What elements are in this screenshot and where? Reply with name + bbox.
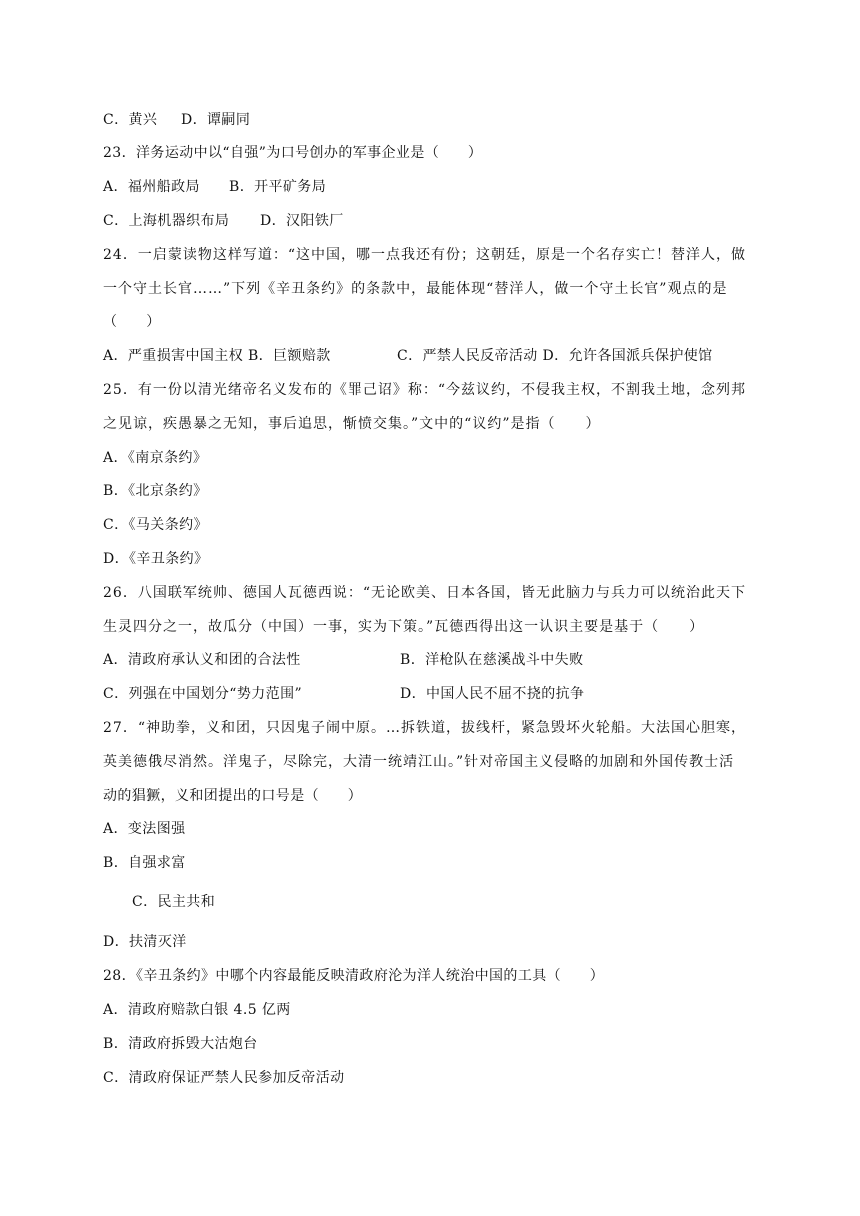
question-27-line-3: 动的猖獗，义和团提出的口号是（ ） xyxy=(103,788,363,804)
option-c: C．黄兴 xyxy=(103,112,158,128)
option-d: D．谭嗣同 xyxy=(181,112,251,128)
option-a: A．《南京条约》 xyxy=(103,450,208,466)
option-b: B．洋枪队在慈溪战斗中失败 xyxy=(400,652,584,668)
question-23: 23．洋务运动中以“自强”为口号创办的军事企业是（ ） xyxy=(103,145,483,161)
option-c: C．上海机器织布局 xyxy=(103,213,230,229)
question-28: 28．《辛丑条约》中哪个内容最能反映清政府沦为洋人统治中国的工具（ ） xyxy=(103,968,605,984)
option-a: A．福州船政局 xyxy=(103,179,200,195)
question-26-line-1: 26．八国联军统帅、德国人瓦德西说：“无论欧美、日本各国，皆无此脑力与兵力可以统治此天下 xyxy=(103,585,746,601)
option-c-d: C．严禁人民反帝活动 D．允许各国派兵保护使馆 xyxy=(397,348,713,364)
option-line xyxy=(103,177,327,197)
option-a: A．变法图强 xyxy=(103,821,186,837)
option-d: D．中国人民不屈不挠的抗争 xyxy=(400,686,585,702)
option-b: B．开平矿务局 xyxy=(229,179,327,195)
option-a: A．清政府赔款白银 4.5 亿两 xyxy=(103,1002,291,1018)
option-b: B．自强求富 xyxy=(103,855,186,871)
option-b: B．清政府拆毁大沽炮台 xyxy=(103,1036,258,1052)
question-27-line-2: 英美德俄尽消然。洋鬼子，尽除完，大清一统靖江山。”针对帝国主义侵略的加剧和外国传教士活 xyxy=(103,754,735,770)
option-line xyxy=(103,650,584,670)
question-26-line-2: 生灵四分之一，故瓜分（中国）一事，实为下策。”瓦德西得出这一认识主要是基于（ ） xyxy=(103,619,705,635)
option-line xyxy=(103,110,251,130)
option-a: A．清政府承认义和团的合法性 xyxy=(103,652,301,668)
option-b: B．《北京条约》 xyxy=(103,483,208,499)
option-c: C．《马关条约》 xyxy=(103,517,208,533)
option-c: C．民主共和 xyxy=(132,894,216,910)
question-25-line-2: 之见谅，疾愚暴之无知，事后追思，惭愤交集。”文中的“议约”是指（ ） xyxy=(103,416,601,432)
option-a-b: A．严重损害中国主权 B．巨额赔款 xyxy=(103,348,331,364)
option-line xyxy=(103,684,585,704)
option-d: D．汉阳铁厂 xyxy=(260,213,344,229)
option-c: C．清政府保证严禁人民参加反帝活动 xyxy=(103,1070,345,1086)
option-d: D．扶清灭洋 xyxy=(103,934,187,950)
question-27-line-1: 27．“神助拳，义和团，只因鬼子闹中原。…拆铁道，拔线杆，紧急毁坏火轮船。大法国心胆寒， xyxy=(103,720,746,736)
question-24-line-2: 一个守土长官……”下列《辛丑条约》的条款中，最能体现“替洋人，做一个守土长官”观点的是 xyxy=(103,281,728,297)
question-24-line-1: 24．一启蒙读物这样写道：“这中国，哪一点我还有份；这朝廷，原是一个名存实亡！替洋人，做 xyxy=(103,247,746,263)
option-line xyxy=(103,211,344,231)
option-d: D．《辛丑条约》 xyxy=(103,551,209,567)
question-24-line-3: （ ） xyxy=(103,314,161,330)
option-c: C．列强在中国划分“势力范围” xyxy=(103,686,303,702)
option-line xyxy=(103,346,713,366)
question-25-line-1: 25．有一份以清光绪帝名义发布的《罪己诏》称：“今兹议约，不侵我主权，不割我土地，念列邦 xyxy=(103,382,746,398)
